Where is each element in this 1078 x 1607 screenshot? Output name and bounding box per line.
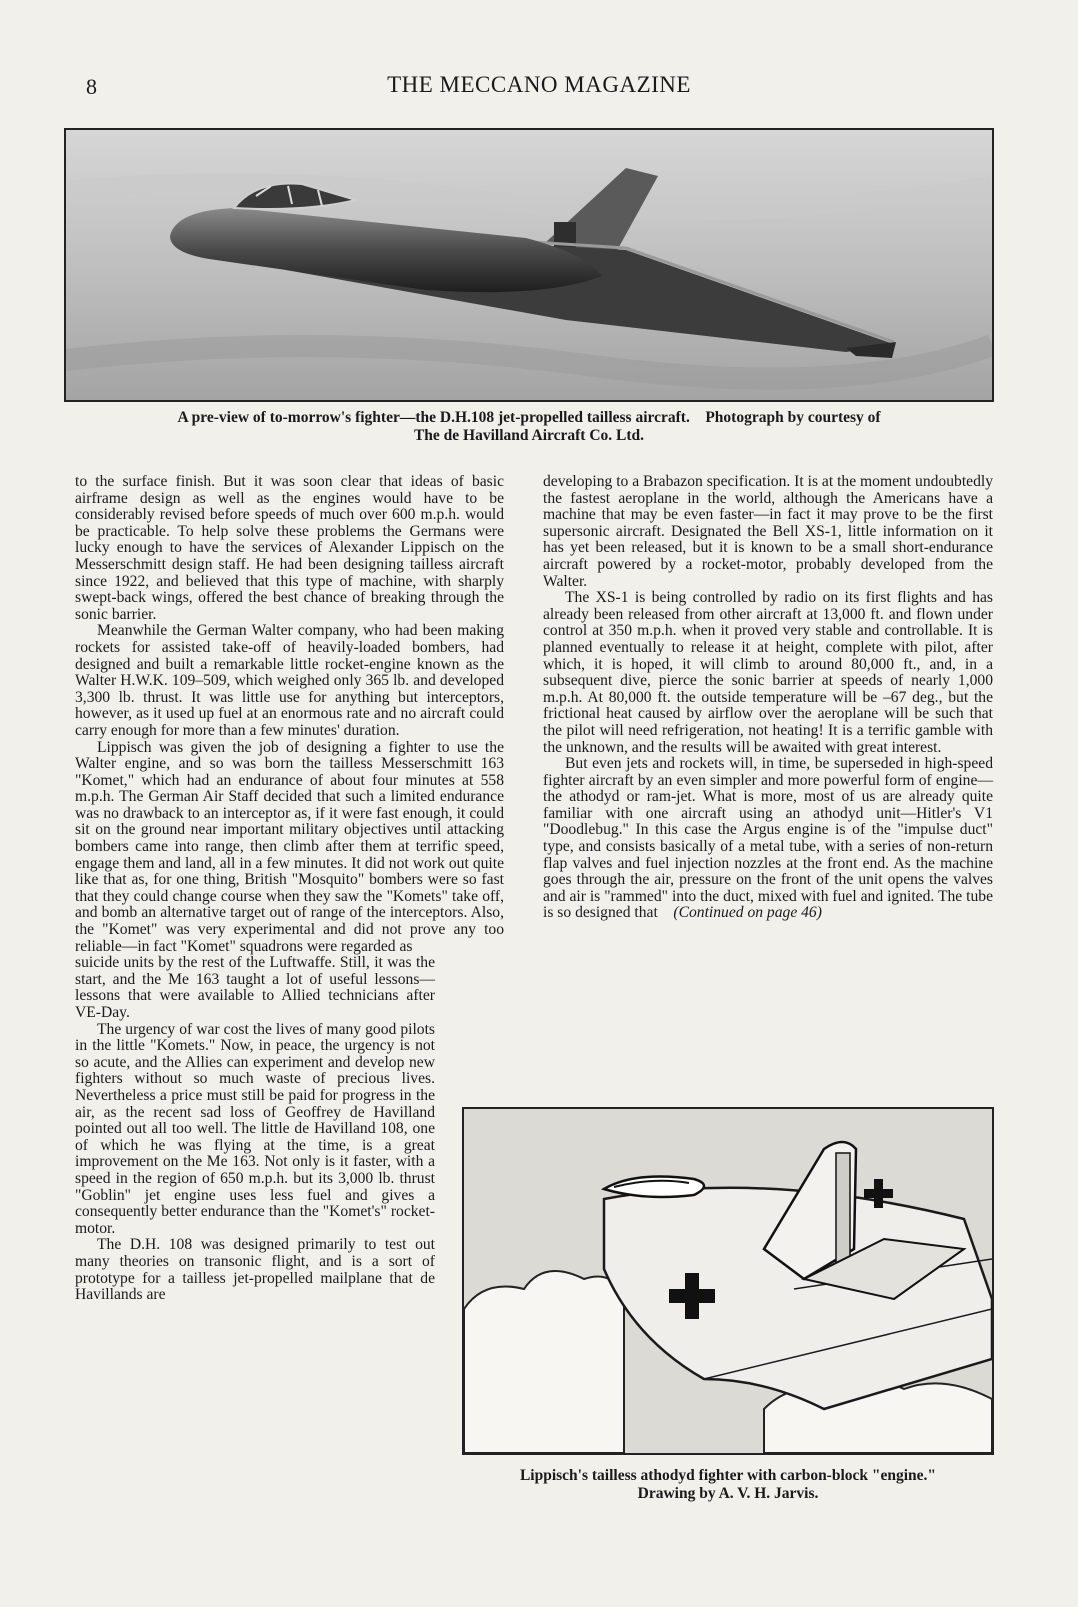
drawing-caption-line1: Lippisch's tailless athodyd fighter with carbon-block "engine."	[519, 1467, 937, 1484]
paragraph: The D.H. 108 was designed primarily to test out many theories on transonic flight, and is a sort of prototype for a tailless jet-propelled mailplane that de Havillands are	[75, 1236, 435, 1304]
continued-note: (Continued on page 46)	[673, 904, 822, 922]
right-column	[543, 474, 993, 922]
paragraph: The urgency of war cost the lives of many good pilots in the little "Komets." Now, in peace, the urgency is not so acute, and the Allies can experiment and develop new fighters without so much waste of precious lives. Nevertheless a price must still be paid for progress in the air, as the recent sad loss of Geoffrey de Havilland pointed out all too well. The little de Havilland 108, one of which he was flying at the time, is a great improvement on the Me 163. Not only is it faster, with a speed in the region of 650 m.p.h. but its 3,000 lb. thrust "Goblin" jet engine uses less fuel and gives a consequently better endurance than the "Komet's" rocket-motor.	[75, 1020, 435, 1237]
paragraph: developing to a Brabazon specification. It is at the moment undoubtedly the fastest aeroplane in the world, although the Americans have a machine that may be even faster—in fact it may prove to be the first supersonic aircraft. Designated the Bell XS-1, little information on it has yet been released, but it is known to be a small short-endurance aircraft powered by a rocket-motor, probably developed from the Walter.	[543, 473, 993, 590]
paragraph: The XS-1 is being controlled by radio on its first flights and has already been released from other aircraft at 13,000 ft. and flown under control at 350 m.p.h. when it proved very stable and controllable. It is planned eventually to release it at height, complete with pilot, after which, it is hoped, it will climb to around 80,000 ft., and, in a subsequent dive, pierce the sonic barrier at speeds of nearly 1,000 m.p.h. At 80,000 ft. the outside temperature will be –67 deg., but the frictional heat caused by airflow over the aeroplane will be such that the pilot will need refrigeration, not heating! It is a terrific gamble with the unknown, and the results will be awaited with great interest.	[543, 589, 993, 756]
paragraph: suicide units by the rest of the Luftwaffe. Still, it was the start, and the Me 163 taught a lot of useful lessons—lessons that were available to Allied technicians after VE-Day.	[75, 954, 435, 1021]
photo-caption	[64, 409, 994, 445]
left-column	[75, 474, 504, 1304]
drawing-caption	[462, 1467, 994, 1503]
aircraft-photo	[64, 128, 994, 402]
fighter-drawing	[462, 1107, 994, 1455]
left-column-wrapped-text	[75, 955, 435, 1303]
paragraph: Lippisch was given the job of designing a fighter to use the Walter engine, and so was born the tailless Messerschmitt 163 "Komet," which had an endurance of about four minutes at 558 m.p.h. The German Air Staff decided that such a limited endurance was no drawback to an interceptor as, if it were fast enough, it could sit on the ground near important military objectives until attacking bombers came into range, then climb after them at terrific speed, engage them and land, all in a few minutes. It did not work out quite like that as, for one thing, British "Mosquito" bombers were so fast that they could change course when they saw the "Komets" take off, and bomb an alternative target out of range of the interceptors. Also, the "Komet" was very experimental and did not prove any too reliable—in fact "Komet" squadrons were regarded as	[75, 738, 504, 955]
paragraph-text: But even jets and rockets will, in time, be superseded in high-speed fighter aircraft by an even simpler and more powerful form of engine—the athodyd or ram-jet. What is more, most of us are already quite familiar with one aircraft using an athodyd unit—Hitler's V1 "Doodlebug." In this case the Argus engine is of the "impulse duct" type, and consists basically of a metal tube, with a series of non-return flap valves and fuel injection nozzles at the front end. As the machine goes through the air, pressure on the front of the unit opens the valves and air is "rammed" into the duct, mixed with fuel and ignited. The tube is so designed that	[543, 755, 993, 922]
paragraph: Meanwhile the German Walter company, who had been making rockets for assisted take-off of heavily-loaded bombers, had designed and built a remarkable little rocket-engine known as the Walter H.W.K. 109–509, which weighed only 365 lb. and developed 3,300 lb. thrust. It was little use for anything but interceptors, however, as it used up fuel at an enormous rate and no aircraft could carry enough for more than a few minutes' duration.	[75, 622, 504, 739]
paragraph	[543, 756, 993, 922]
drawing-caption-line2: Drawing by A. V. H. Jarvis.	[637, 1485, 819, 1502]
paragraph: to the surface finish. But it was soon clear that ideas of basic airframe design as well as the engines would have to be considerably revised before speeds of much over 600 m.p.h. would be practicable. To help solve these problems the Germans were lucky enough to have the services of Alexander Lippisch on the Messerschmitt design staff. He had been designing tailless aircraft since 1922, and believed that this type of machine, with sharply swept-back wings, offered the best chance of breaking through the sonic barrier.	[75, 473, 504, 623]
running-head: THE MECCANO MAGAZINE	[387, 72, 691, 97]
photo-caption-line2: The de Havilland Aircraft Co. Ltd.	[413, 427, 645, 444]
photo-caption-line1: A pre-view of to-morrow's fighter—the D.H.108 jet-propelled tailless aircraft. Photograph by courtesy of	[177, 409, 881, 426]
page-number: 8	[86, 74, 97, 99]
